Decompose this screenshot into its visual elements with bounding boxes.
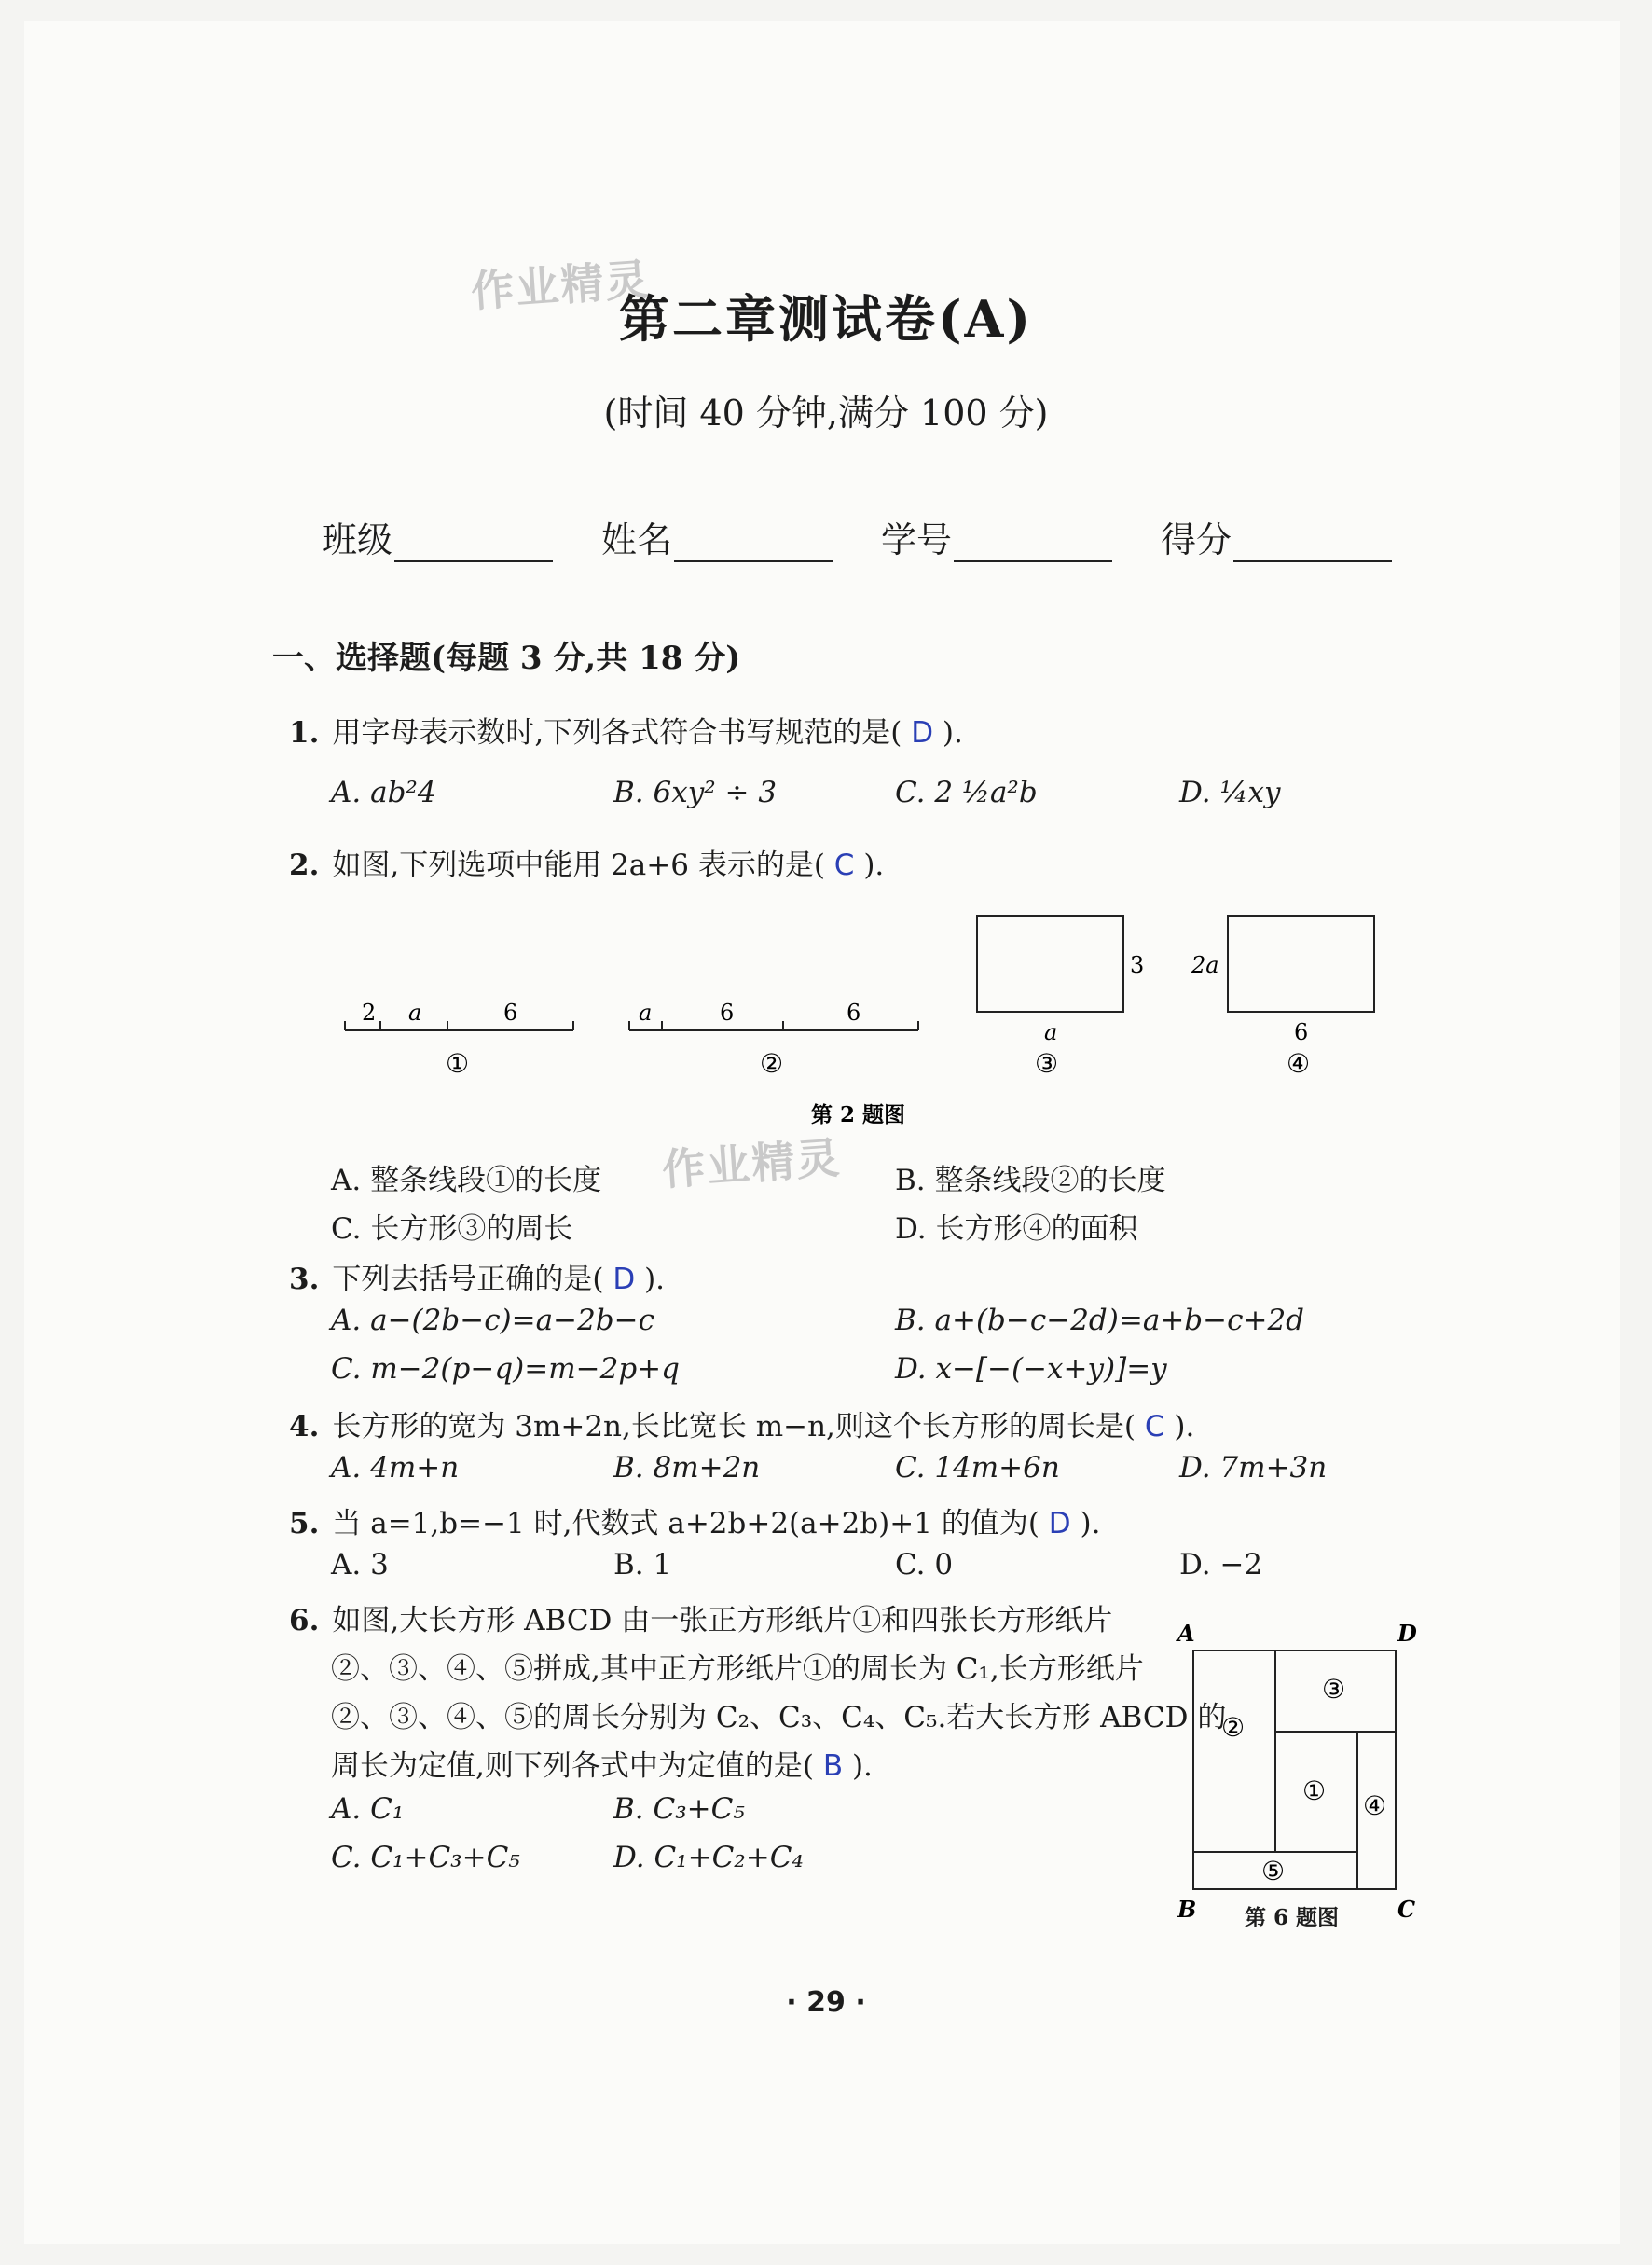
watermark-middle: 作业精灵: [660, 1132, 843, 1195]
q4-answer: C: [1144, 1410, 1165, 1443]
q3-option-d: D. x−[−(−x+y)]=y: [895, 1352, 1167, 1386]
q1-end: ).: [942, 716, 963, 750]
score-blank[interactable]: [1233, 523, 1392, 562]
q3-text: 下列去括号正确的是(: [332, 1263, 604, 1296]
rect-3: [977, 916, 1123, 1012]
rect3-side-label: 3: [1130, 952, 1145, 978]
class-blank[interactable]: [394, 523, 553, 562]
piece-5-label: ⑤: [1261, 1856, 1286, 1886]
q6-text-2: ②、③、④、⑤拼成,其中正方形纸片①的周长为 C₁,长方形纸片: [331, 1652, 1144, 1686]
q5-end: ).: [1080, 1507, 1101, 1540]
seg1-label-2: 2: [362, 1000, 377, 1026]
rect4-circled-label: ④: [1287, 1048, 1311, 1079]
q2-option-b: B. 整条线段②的长度: [895, 1164, 1166, 1197]
q3-end: ).: [644, 1263, 666, 1296]
q6-option-c: C. C₁+C₃+C₅: [331, 1841, 520, 1874]
q4-number: 4.: [289, 1410, 320, 1443]
info-student-id: [881, 511, 1112, 562]
seg1-label-6: 6: [503, 1000, 518, 1026]
info-score: [1161, 511, 1392, 562]
q2-end: ).: [863, 849, 885, 882]
rect4-bottom-label: 6: [1294, 1019, 1309, 1045]
corner-d: D: [1397, 1620, 1417, 1647]
q1-option-a: A. ab²4: [331, 776, 436, 809]
q4-option-a: A. 4m+n: [331, 1451, 460, 1485]
q4-option-d: D. 7m+3n: [1179, 1451, 1328, 1485]
corner-c: C: [1397, 1896, 1416, 1923]
piece-3-label: ③: [1322, 1674, 1346, 1705]
seg1-circled-label: ①: [446, 1048, 470, 1079]
q6-option-b: B. C₃+C₅: [613, 1792, 745, 1826]
piece-2-label: ②: [1221, 1712, 1246, 1743]
q5-option-b: B. 1: [613, 1548, 672, 1581]
question-4: [289, 1402, 1194, 1444]
q6-number: 6.: [289, 1604, 320, 1637]
q6-figure-caption: 第 6 题图: [1245, 1905, 1340, 1930]
corner-a: A: [1177, 1620, 1195, 1647]
seg2-label-6b: 6: [847, 1000, 861, 1026]
q4-end: ).: [1174, 1410, 1195, 1443]
q1-text: 用字母表示数时,下列各式符合书写规范的是(: [332, 716, 902, 750]
q3-option-c: C. m−2(p−q)=m−2p+q: [331, 1352, 680, 1386]
q2-figure: [317, 905, 1398, 1138]
q4-text: 长方形的宽为 3m+2n,长比宽长 m−n,则这个长方形的周长是(: [332, 1410, 1136, 1443]
piece-4-label: ④: [1363, 1790, 1387, 1821]
q6-text-4: 周长为定值,则下列各式中为定值的是(: [331, 1749, 814, 1783]
q6-option-d: D. C₁+C₂+C₄: [613, 1841, 804, 1874]
q5-option-d: D. −2: [1179, 1548, 1263, 1581]
q5-number: 5.: [289, 1507, 320, 1540]
q5-answer: D: [1048, 1507, 1071, 1540]
q1-option-b: B. 6xy² ÷ 3: [613, 776, 778, 809]
seg2-label-6a: 6: [720, 1000, 735, 1026]
q5-option-c: C. 0: [895, 1548, 954, 1581]
segment-2: [629, 1021, 918, 1030]
q6-text-3: ②、③、④、⑤的周长分别为 C₂、C₃、C₄、C₅.若大长方形 ABCD 的: [331, 1701, 1227, 1734]
q6-answer: B: [822, 1749, 844, 1783]
info-class: [322, 511, 553, 562]
q2-figure-caption: 第 2 题图: [811, 1102, 906, 1127]
q6-option-a: A. C₁: [331, 1792, 405, 1826]
piece-1-label: ①: [1302, 1775, 1327, 1806]
rect-4: [1228, 916, 1374, 1012]
q6-end: ).: [851, 1749, 873, 1783]
rect4-side-label: 2a: [1191, 952, 1219, 978]
page-title: 第二章测试卷(A): [619, 289, 1033, 349]
info-id-label: 学号: [881, 519, 953, 560]
q2-option-a: A. 整条线段①的长度: [331, 1164, 602, 1197]
q2-text: 如图,下列选项中能用 2a+6 表示的是(: [332, 849, 825, 882]
section-heading: 一、选择题(每题 3 分,共 18 分): [272, 640, 741, 677]
name-blank[interactable]: [674, 523, 833, 562]
q4-option-b: B. 8m+2n: [613, 1451, 761, 1485]
q2-option-c: C. 长方形③的周长: [331, 1212, 573, 1246]
q1-option-d: D. ¼xy: [1179, 776, 1281, 809]
question-2: [289, 841, 884, 883]
question-1: [289, 709, 963, 751]
q6-text-1: 如图,大长方形 ABCD 由一张正方形纸片①和四张长方形纸片: [332, 1604, 1113, 1637]
question-3: [289, 1255, 665, 1297]
q3-answer: D: [613, 1263, 636, 1296]
corner-b: B: [1177, 1896, 1197, 1923]
question-6-line-4: [331, 1742, 873, 1784]
rect-abcd: [1193, 1650, 1396, 1889]
q2-option-d: D. 长方形④的面积: [895, 1212, 1138, 1246]
question-6-line-1: [289, 1596, 1112, 1638]
rect3-bottom-label: a: [1044, 1019, 1058, 1045]
q5-option-a: A. 3: [331, 1548, 389, 1581]
q6-figure: [1170, 1613, 1450, 1940]
info-name: [601, 511, 833, 562]
watermark-top: 作业精灵: [469, 254, 652, 317]
page-subtitle: (时间 40 分钟,满分 100 分): [603, 393, 1049, 434]
q1-answer: D: [911, 716, 934, 750]
q5-text: 当 a=1,b=−1 时,代数式 a+2b+2(a+2b)+1 的值为(: [332, 1507, 1039, 1540]
q4-option-c: C. 14m+6n: [895, 1451, 1060, 1485]
page-number: · 29 ·: [786, 1986, 866, 2019]
q3-option-b: B. a+(b−c−2d)=a+b−c+2d: [895, 1304, 1305, 1337]
id-blank[interactable]: [954, 523, 1112, 562]
q1-number: 1.: [289, 716, 320, 750]
info-name-label: 姓名: [601, 519, 673, 560]
seg1-label-a: a: [408, 1000, 422, 1026]
q2-answer: C: [833, 849, 855, 882]
seg2-circled-label: ②: [760, 1048, 784, 1079]
segment-1: [345, 1021, 573, 1030]
rect3-circled-label: ③: [1035, 1048, 1059, 1079]
q3-number: 3.: [289, 1263, 320, 1296]
seg2-label-a: a: [639, 1000, 653, 1026]
q1-option-c: C. 2 ½a²b: [895, 776, 1038, 809]
info-score-label: 得分: [1161, 519, 1232, 560]
info-class-label: 班级: [322, 519, 393, 560]
question-5: [289, 1499, 1100, 1541]
q3-option-a: A. a−(2b−c)=a−2b−c: [331, 1304, 654, 1337]
q2-number: 2.: [289, 849, 320, 882]
